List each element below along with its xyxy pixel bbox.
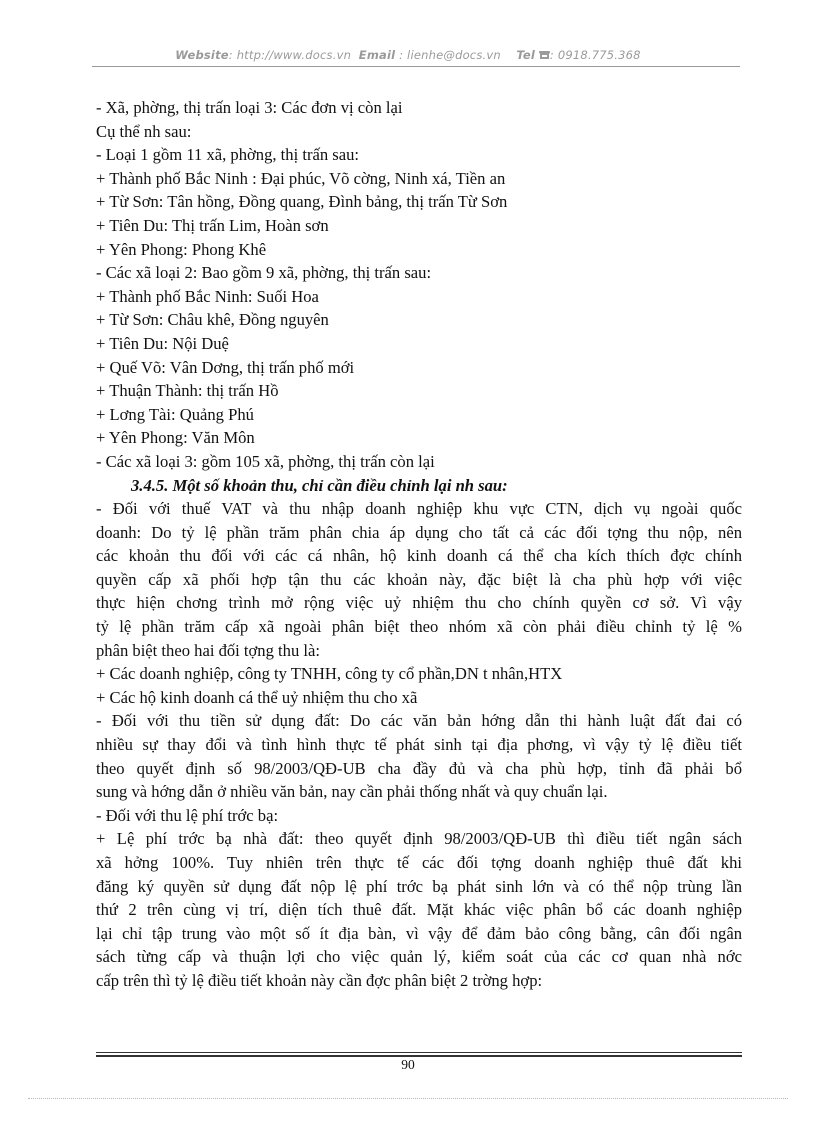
paragraph-line: sách từng cấp và thuận lợi cho việc quản lý, kiểm soát của các cơ quan nhà nớc (96, 947, 742, 967)
category-list (96, 96, 742, 474)
text-line: + Quế Võ: Vân Dơng, thị trấn phố mới (96, 357, 355, 377)
text-line: + Lơng Tài: Quảng Phú (96, 404, 254, 424)
paragraph-line: nhiều sự thay đổi và tình hình thực tế phát sinh tại địa phơng, vì vậy tỷ lệ điều tiết (96, 735, 742, 755)
footer-divider (96, 1052, 742, 1053)
paragraph-line: phân biệt theo hai đối tợng thu là: (96, 640, 320, 660)
email-value[interactable]: : lienhe@docs.vn (399, 48, 501, 62)
text-line: - Các xã loại 3: gồm 105 xã, phờng, thị trấn còn lại (96, 451, 435, 471)
paragraph-line: các khoản thu đối với các cá nhân, hộ kinh doanh cá thể cha kích thích đợc chính (96, 546, 742, 566)
paragraph-line: quyền cấp xã phối hợp tận thu các khoản này, đặc biệt là cha phù hợp với việc (96, 569, 742, 589)
paragraph-line: theo quyết định số 98/2003/QĐ-UB cha đầy đủ và cha phù hợp, tỉnh đã phải bổ (96, 758, 742, 778)
page-bottom-edge (28, 1098, 788, 1099)
text-line: + Yên Phong: Văn Môn (96, 428, 255, 448)
paragraph-line: cấp trên thì tỷ lệ điều tiết khoản này cần đợc phân biệt 2 trờng hợp: (96, 970, 543, 990)
text-line: + Tiên Du: Thị trấn Lim, Hoàn sơn (96, 215, 329, 235)
paragraph-line: - Đối với thu lệ phí trớc bạ: (96, 805, 279, 825)
text-line: + Tiên Du: Nội Duệ (96, 333, 229, 353)
paragraph-line: + Các hộ kinh doanh cá thể uỷ nhiệm thu cho xã (96, 687, 418, 707)
text-line: - Các xã loại 2: Bao gồm 9 xã, phờng, thị trấn sau: (96, 263, 432, 283)
text-line: - Loại 1 gồm 11 xã, phờng, thị trấn sau: (96, 145, 360, 165)
text-line: + Thành phố Bắc Ninh : Đại phúc, Võ cờng, Ninh xá, Tiền an (96, 168, 506, 188)
website-value[interactable]: : http://www.docs.vn (228, 48, 352, 62)
document-body (96, 96, 742, 993)
header-divider (92, 66, 740, 67)
section-paragraphs (96, 497, 742, 992)
text-line: + Từ Sơn: Châu khê, Đồng nguyên (96, 310, 329, 330)
paragraph-line: thứ 2 trên cùng vị trí, diện tích thuê đất. Mặt khác việc phân bổ các doanh nghiệp (96, 900, 742, 920)
email-label: Email (358, 48, 396, 62)
phone-icon (539, 49, 550, 63)
text-line: + Thành phố Bắc Ninh: Suối Hoa (96, 286, 319, 306)
tel-label: Tel (516, 48, 536, 62)
paragraph-line: - Đối với thu tiền sử dụng đất: Do các văn bản hớng dẫn thi hành luật đất đai có (96, 711, 742, 731)
page-header (0, 48, 816, 63)
paragraph-line: + Lệ phí trớc bạ nhà đất: theo quyết định 98/2003/QĐ-UB thì điều tiết ngân sách (96, 829, 742, 849)
page-number: 90 (401, 1057, 415, 1072)
paragraph-line: đăng ký quyền sử dụng đất nộp lệ phí trớc bạ phát sinh lớn và có thể nộp trùng lần (96, 876, 742, 896)
paragraph-line: - Đối với thuế VAT và thu nhập doanh nghiệp khu vực CTN, dịch vụ ngoài quốc (96, 499, 742, 519)
section-heading: 3.4.5. Một số khoản thu, chỉ cần điều chỉnh lại nh sau: (131, 475, 508, 495)
text-line: + Thuận Thành: thị trấn Hồ (96, 381, 279, 401)
paragraph-line: sung và hớng dẫn ở nhiều văn bản, nay cần phải thống nhất và quy chuẩn lại. (96, 782, 608, 802)
website-label: Website (175, 48, 229, 62)
paragraph-line: lại chỉ tập trung vào một số ít địa bàn, vì vậy để đảm bảo công bằng, cân đối ngân (96, 923, 742, 943)
text-line: + Yên Phong: Phong Khê (96, 239, 267, 259)
text-line: + Từ Sơn: Tân hồng, Đồng quang, Đình bảng, thị trấn Từ Sơn (96, 192, 508, 212)
tel-value: : 0918.775.368 (549, 48, 641, 62)
paragraph-line: doanh: Do tỷ lệ phần trăm phân chia áp dụng cho tất cả các đối tợng thu nộp, nên (96, 522, 742, 542)
paragraph-line: thực hiện chơng trình mở rộng việc uỷ nhiệm thu cho chính quyền cơ sở. Vì vậy (96, 593, 742, 613)
text-line: Cụ thể nh sau: (96, 121, 192, 141)
paragraph-line: + Các doanh nghiệp, công ty TNHH, công ty cổ phần,DN t nhân,HTX (96, 664, 563, 684)
paragraph-line: xã hởng 100%. Tuy nhiên trên thực tế các đối tợng doanh nghiệp thuê đất khi (96, 853, 742, 872)
paragraph-line: tỷ lệ phần trăm cấp xã ngoài phân biệt theo nhóm xã còn phải điều chỉnh tỷ lệ % (96, 617, 742, 637)
text-line: - Xã, phờng, thị trấn loại 3: Các đơn vị còn lại (96, 98, 403, 117)
